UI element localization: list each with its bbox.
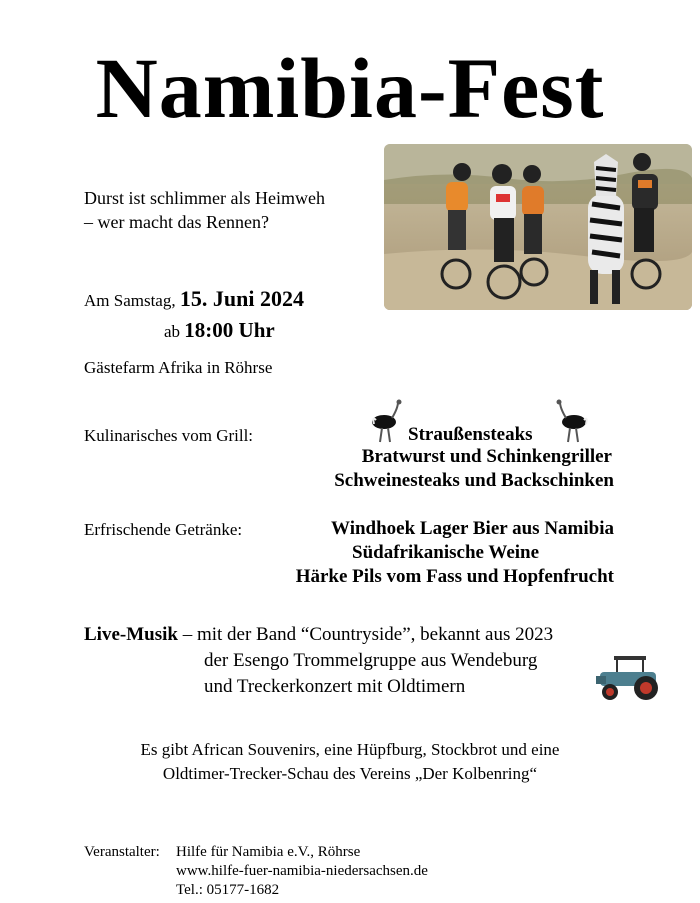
food-label: Kulinarisches vom Grill: bbox=[84, 426, 254, 445]
date-day: 15. Juni 2024 bbox=[179, 286, 304, 311]
music-line-3: und Treckerkonzert mit Oldtimern bbox=[204, 676, 466, 697]
extras-line-1: Es gibt African Souvenirs, eine Hüpfburg, Stockbrot und eine bbox=[140, 740, 560, 759]
page-title: Namibia-Fest bbox=[95, 40, 605, 136]
time-prefix: ab bbox=[164, 322, 181, 341]
ostrich-icon bbox=[370, 398, 408, 444]
cyclists-zebra-illustration bbox=[384, 144, 692, 310]
drink-item: Härke Pils vom Fass und Hopfenfrucht bbox=[295, 566, 614, 587]
tractor-icon bbox=[594, 652, 670, 702]
organizer-phone: Tel.: 05177-1682 bbox=[176, 882, 280, 898]
intro-text: Durst ist schlimmer als Heimweh – wer macht das Rennen? bbox=[84, 188, 325, 232]
event-date bbox=[84, 286, 304, 312]
music-line-2: der Esengo Trommelgruppe aus Wendeburg bbox=[204, 650, 538, 671]
music-label: Live-Musik bbox=[84, 624, 178, 645]
organizer-name: Hilfe für Namibia e.V., Röhrse bbox=[176, 844, 361, 860]
event-photo bbox=[384, 144, 692, 310]
drinks-label: Erfrischende Getränke: bbox=[84, 520, 243, 539]
food-item: Schweinesteaks und Backschinken bbox=[334, 470, 614, 491]
drink-item: Südafrikanische Weine bbox=[352, 542, 540, 563]
food-item: Straußensteaks bbox=[408, 424, 533, 445]
organizer-label: Veranstalter: bbox=[84, 844, 160, 860]
organizer-website[interactable]: www.hilfe-fuer-namibia-niedersachsen.de bbox=[176, 863, 428, 879]
drink-item: Windhoek Lager Bier aus Namibia bbox=[331, 518, 614, 539]
time-value: 18:00 Uhr bbox=[184, 318, 275, 342]
event-time bbox=[164, 318, 275, 343]
extras-line-2: Oldtimer-Trecker-Schau des Vereins „Der Kolbenring“ bbox=[162, 764, 538, 783]
event-location: Gästefarm Afrika in Röhrse bbox=[84, 358, 273, 377]
music-line-1 bbox=[84, 624, 553, 646]
date-prefix: Am Samstag, bbox=[84, 291, 176, 310]
music-text: – mit der Band “Countryside”, bekannt aus 2023 bbox=[177, 624, 554, 645]
food-item: Bratwurst und Schinkengriller bbox=[361, 446, 612, 467]
ostrich-icon bbox=[552, 398, 590, 444]
